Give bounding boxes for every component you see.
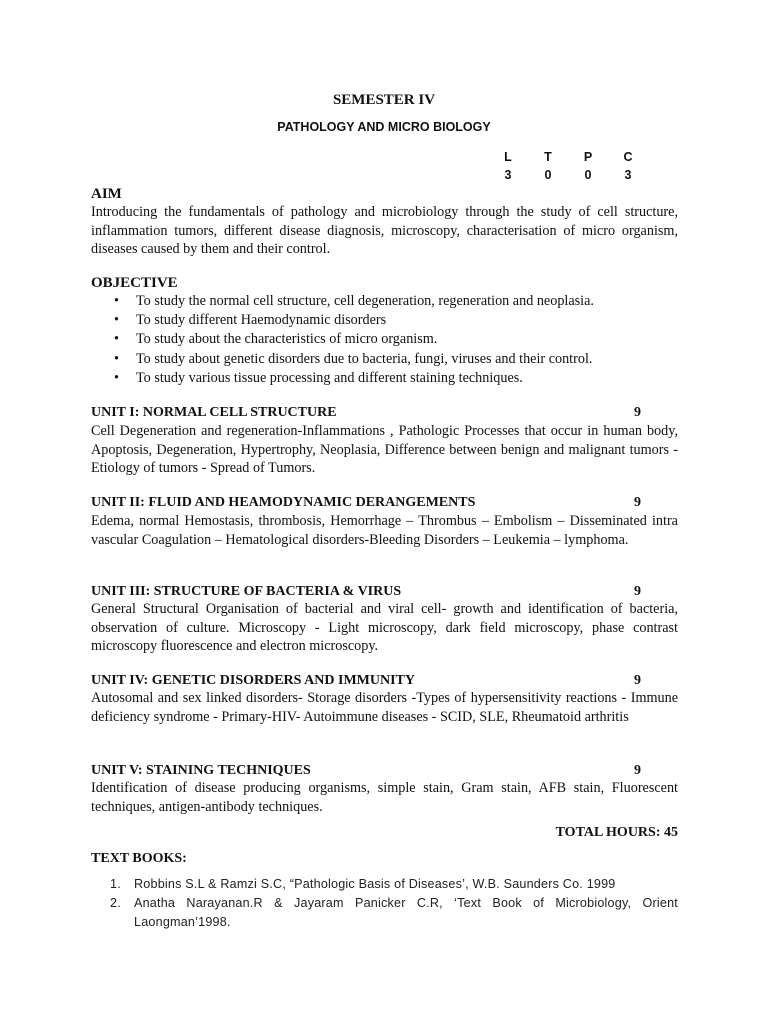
unit-title: UNIT IV: GENETIC DISORDERS AND IMMUNITY [91,673,416,688]
list-item [110,875,678,894]
objective-item-text: To study about the characteristics of micro organism. [136,331,438,348]
bullet-icon: • [114,350,119,367]
ref-text: Anatha Narayanan.R & Jayaram Panicker C.R, ‘Text Book of Microbiology, Orient Laongman’1998. [134,896,678,929]
unit-4-text: Autosomal and sex linked disorders- Storage disorders -Types of hypersensitivity reactions - Immune deficiency syndrome - Primary-HIV- Autoimmune diseases - SCID, SLE, Rheumatoid arthritis [91,690,678,725]
unit-3-header [91,584,678,600]
unit-5-header [91,763,678,779]
unit-1-header [91,405,678,421]
bullet-icon: • [114,312,119,329]
bullet-icon: • [114,331,119,348]
list-item [114,369,674,388]
ref-number: 1. [110,877,121,891]
aim-heading: AIM [91,186,122,202]
objective-item-text: To study various tissue processing and different staining techniques. [136,369,523,386]
ltpc-label-c: C [623,150,633,164]
unit-title: UNIT I: NORMAL CELL STRUCTURE [91,405,337,420]
objective-item-text: To study different Haemodynamic disorders [136,312,387,329]
unit-hours: 9 [634,763,641,778]
ltpc-label-l: L [504,150,512,164]
unit-2-text: Edema, normal Hemostasis, thrombosis, Hemorrhage – Thrombus – Embolism – Disseminated intra vascular Coagulation – Hematological disorders-Bleeding Disorders – Leukemia – lymphoma. [91,513,678,548]
list-item [114,330,674,349]
bullet-icon: • [114,369,119,386]
list-item [114,311,674,330]
list-item [110,894,678,932]
objective-item-text: To study the normal cell structure, cell degeneration, regeneration and neoplasia. [136,293,594,309]
bullet-icon: • [114,293,119,309]
objective-item-text: To study about genetic disorders due to bacteria, fungi, viruses and their control. [136,350,593,367]
unit-3-text: General Structural Organisation of bacterial and viral cell- growth and identification of bacteria, observation of culture. Microscopy - Light microscopy, dark field microscopy, phase contrast microscopy fluorescence and electron microscopy. [91,601,678,654]
semester-heading: SEMESTER IV [332,92,436,108]
aim-text: Introducing the fundamentals of pathology and microbiology through the study of cell structure, inflammation tumors, different disease diagnosis, microscopy, characterisation of micro organism, diseases caused by them and their control. [91,204,678,257]
unit-5-text: Identification of disease producing organisms, simple stain, Gram stain, AFB stain, Fluorescent techniques, antigen-antibody techniques. [91,780,678,815]
unit-hours: 9 [634,584,641,599]
objective-heading: OBJECTIVE [91,275,178,291]
ltpc-value-c: 3 [624,168,632,182]
ltpc-label-t: T [544,150,552,164]
list-item [114,350,674,369]
list-item [114,292,674,311]
course-title: PATHOLOGY AND MICRO BIOLOGY [277,120,491,134]
ltpc-value-l: 3 [504,168,512,182]
ref-text: Robbins S.L & Ramzi S.C, “Pathologic Basis of Diseases’, W.B. Saunders Co. 1999 [134,877,616,891]
unit-title: UNIT V: STAINING TECHNIQUES [91,763,311,778]
ref-number: 2. [110,896,121,910]
ltpc-value-p: 0 [584,168,592,182]
unit-2-header [91,495,678,511]
text-books-heading: TEXT BOOKS: [91,851,187,866]
ltpc-value-t: 0 [544,168,552,182]
unit-title: UNIT III: STRUCTURE OF BACTERIA & VIRUS [91,584,402,599]
unit-title: UNIT II: FLUID AND HEAMODYNAMIC DERANGEMENTS [91,495,476,510]
unit-hours: 9 [634,405,641,420]
unit-1-text: Cell Degeneration and regeneration-Inflammations , Pathologic Processes that occur in human body, Apoptosis, Degeneration, Hypertrophy, Neoplasia, Difference between benign and malignant tumors - Etiology of tumors - Spread of Tumors. [91,423,678,476]
unit-hours: 9 [634,495,641,510]
unit-4-header [91,673,678,689]
unit-hours: 9 [634,673,641,688]
total-hours: TOTAL HOURS: 45 [555,825,678,840]
ltpc-label-p: P [583,150,593,164]
objective-list [114,292,674,388]
text-books-list [110,875,678,932]
